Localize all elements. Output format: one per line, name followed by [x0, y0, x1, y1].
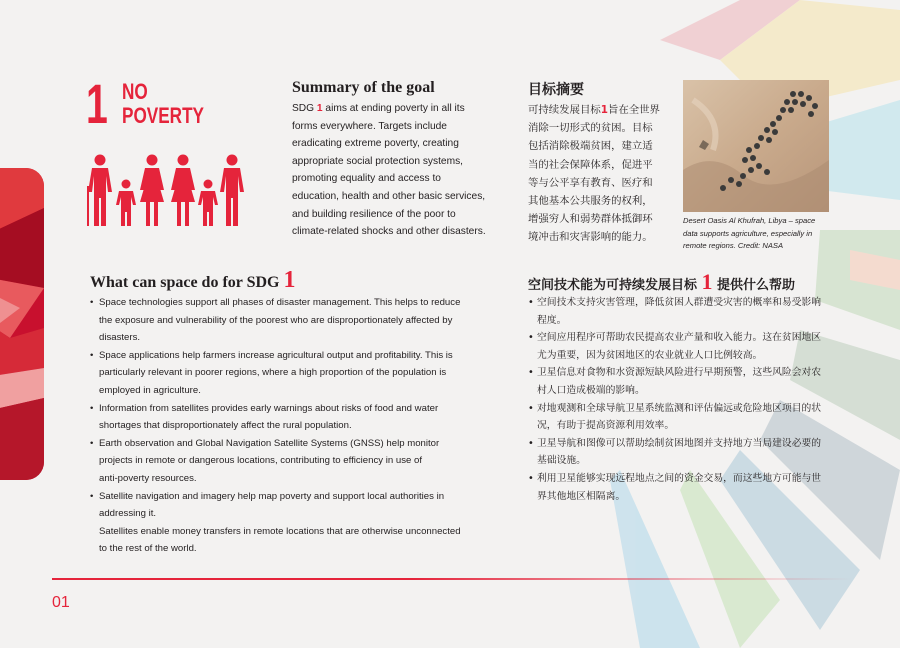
goal-name	[122, 80, 204, 128]
summary-num: 1	[316, 103, 323, 114]
list-item: anti-poverty resources.	[99, 472, 197, 484]
list-item: the exposure and vulnerability of the poorest who are disproportionately affected by	[99, 314, 453, 326]
list-item: • 卫星导航和图像可以帮助绘制贫困地图并支持地方当局建设必要的 基础设施。	[528, 435, 833, 470]
satellite-photo-khufrah	[683, 80, 829, 212]
photo-caption: Desert Oasis Al Khufrah, Libya – space data supports agriculture, especially in remote regions. Credit: NASA	[683, 216, 816, 250]
page-number: 01	[52, 594, 70, 611]
goal-number: 1	[86, 72, 107, 135]
list-item: • Earth observation and Global Navigation Satellite Systems (GNSS) help monitor	[90, 435, 485, 453]
list-item: • Satellite navigation and imagery help map poverty and support local authorities in	[90, 488, 485, 506]
list-item: • 空间应用程序可帮助农民提高农业产量和收入能力。这在贫困地区 尤为重要，因为贫困地区的农业就业人口比例较高。	[528, 329, 833, 364]
list-item: • 对地观测和全球导航卫星系统监测和评估偏远或危险地区项目的状 况，有助于提高资源利用效率。	[528, 400, 833, 435]
goal-name-line1: NO	[122, 79, 148, 104]
goal-name-line2: POVERTY	[122, 103, 205, 128]
cn-summary-title: 目标摘要	[528, 82, 584, 98]
space-en-list	[90, 294, 485, 558]
list-item: shortages that disproportionately affect the rural population.	[99, 420, 352, 432]
list-item: addressing it.	[99, 508, 157, 520]
list-item: • 卫星信息对食物和水资源短缺风险进行早期预警，这些风险会对农 村人口造成极端的影响。	[528, 364, 833, 399]
list-item: disasters.	[99, 332, 141, 344]
list-item: Satellites enable money transfers in remote locations that are otherwise unconnected	[99, 525, 461, 537]
cn-summary-text: 可持续发展目标1旨在全世界 消除一切形式的贫困。目标 包括消除极端贫困，建立适 当的社会保障体系，促进平 等与公平享有教育、医疗和 其他基本公共服务的权利， 增强穷人和弱势群体抵御环 境冲击和灾害影响的能力。	[528, 104, 660, 244]
list-item: • Space technologies support all phases of disaster management. This helps to reduce	[90, 294, 485, 312]
summary-prefix: SDG	[292, 103, 315, 114]
space-cn-list	[528, 294, 833, 505]
space-cn-title: 空间技术能为可持续发展目标 1 提供什么帮助	[528, 269, 796, 294]
summary-title: Summary of the goal	[292, 79, 435, 96]
list-item: • 利用卫星能够实现远程地点之间的资金交易，而这些地方可能与世 界其他地区相隔离。	[528, 470, 833, 505]
family-icon	[86, 154, 246, 228]
list-item: employed in agriculture.	[99, 384, 201, 396]
list-item: to the rest of the world.	[99, 543, 197, 555]
footer-divider	[52, 578, 852, 580]
list-item: • 空间技术支持灾害管理，降低贫困人群遭受灾害的概率和易受影响 程度。	[528, 294, 833, 329]
list-item: projects in remote or dangerous locations, contributing to efficiency in use of	[99, 455, 422, 467]
list-item: • Information from satellites provides early warnings about risks of food and water	[90, 400, 485, 418]
decorative-red-tab	[0, 168, 44, 480]
space-en-title: What can space do for SDG 1	[90, 267, 296, 293]
summary-text: SDG 1 aims at ending poverty in all its forms everywhere. Targets include eradicating extreme poverty, creating appropriate social protection systems, promoting equality and access to education, health and other basic services, and building resilience of the poor to climate-related shocks and other disasters.	[292, 103, 486, 238]
list-item: particularly relevant in poorer regions, where a high proportion of the population is	[99, 367, 447, 379]
list-item: • Space applications help farmers increase agricultural output and profitability. This is	[90, 347, 485, 365]
